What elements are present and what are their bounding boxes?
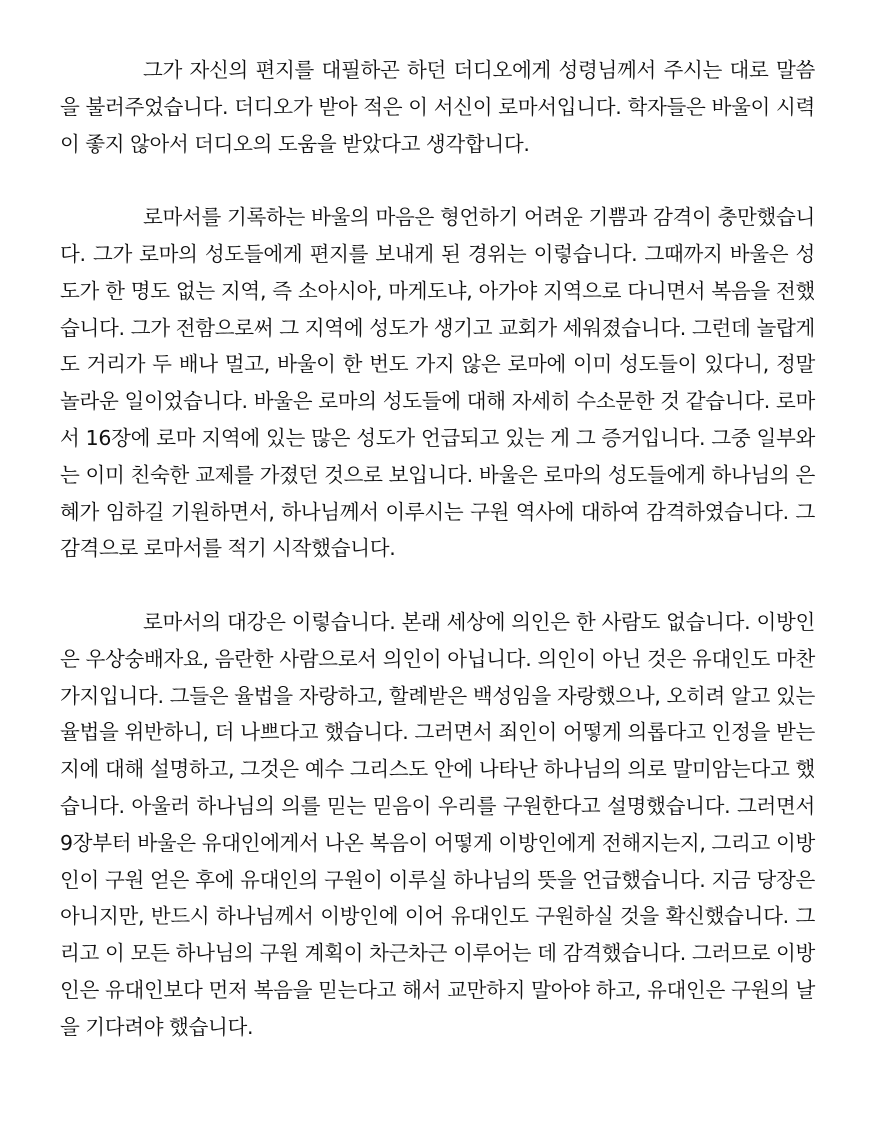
paragraph-romans-outline: 로마서의 대강은 이렇습니다. 본래 세상에 의인은 한 사람도 없습니다. 이방인은 우상숭배자요, 음란한 사람으로서 의인이 아닙니다. 의인이 아닌 것은 유대인도 마찬가지입니다. 그들은 율법을 자랑하고, 할례받은 백성임을 자랑했으나, 오히려 알고 있는 율법을 위반하니, 더 나쁘다고 했습니다. 그러면서 죄인이 어떻게 의롭다고 인정을 받는지에 대해 설명하고, 그것은 예수 그리스도 안에 나타난 하나님의 의로 말미암는다고 했습니다. 아울러 하나님의 의를 믿는 믿음이 우리를 구원한다고 설명했습니다. 그러면서 9장부터 바울은 유대인에게서 나온 복음이 어떻게 이방인에게 전해지는지, 그리고 이방인이 구원 얻은 후에 유대인의 구원이 이루실 하나님의 뜻을 언급했습니다. 지금 당장은 아니지만, 반드시 하나님께서 이방인에 이어 유대인도 구원하실 것을 확신했습니다. 그리고 이 모든 하나님의 구원 계획이 차근차근 이루어는 데 감격했습니다. 그러므로 이방인은 유대인보다 먼저 복음을 믿는다고 해서 교만하지 말아야 하고, 유대인은 구원의 날을 기다려야 했습니다. — [60, 609, 815, 1039]
paragraph-dictation: 그가 자신의 편지를 대필하곤 하던 더디오에게 성령님께서 주시는 대로 말씀을 불러주었습니다. 더디오가 받아 적은 이 서신이 로마서입니다. 학자들은 바울이 시력이 좋지 않아서 더디오의 도움을 받았다고 생각합니다. — [60, 58, 815, 156]
document-page — [60, 52, 815, 1046]
paragraph-paul-joy: 로마서를 기록하는 바울의 마음은 형언하기 어려운 기쁨과 감격이 충만했습니다. 그가 로마의 성도들에게 편지를 보내게 된 경위는 이렇습니다. 그때까지 바울은 성도가 한 명도 없는 지역, 즉 소아시아, 마게도냐, 아가야 지역으로 다니면서 복음을 전했습니다. 그가 전함으로써 그 지역에 성도가 생기고 교회가 세워졌습니다. 그런데 놀랍게도 거리가 두 배나 멀고, 바울이 한 번도 가지 않은 로마에 이미 성도들이 있다니, 정말 놀라운 일이었습니다. 바울은 로마의 성도들에 대해 자세히 수소문한 것 같습니다. 로마서 16장에 로마 지역에 있는 많은 성도가 언급되고 있는 게 그 증거입니다. 그중 일부와는 이미 친숙한 교제를 가졌던 것으로 보입니다. 바울은 로마의 성도들에게 하나님의 은혜가 임하길 기원하면서, 하나님께서 이루시는 구원 역사에 대하여 감격하였습니다. 그 감격으로 로마서를 적기 시작했습니다. — [60, 205, 815, 561]
